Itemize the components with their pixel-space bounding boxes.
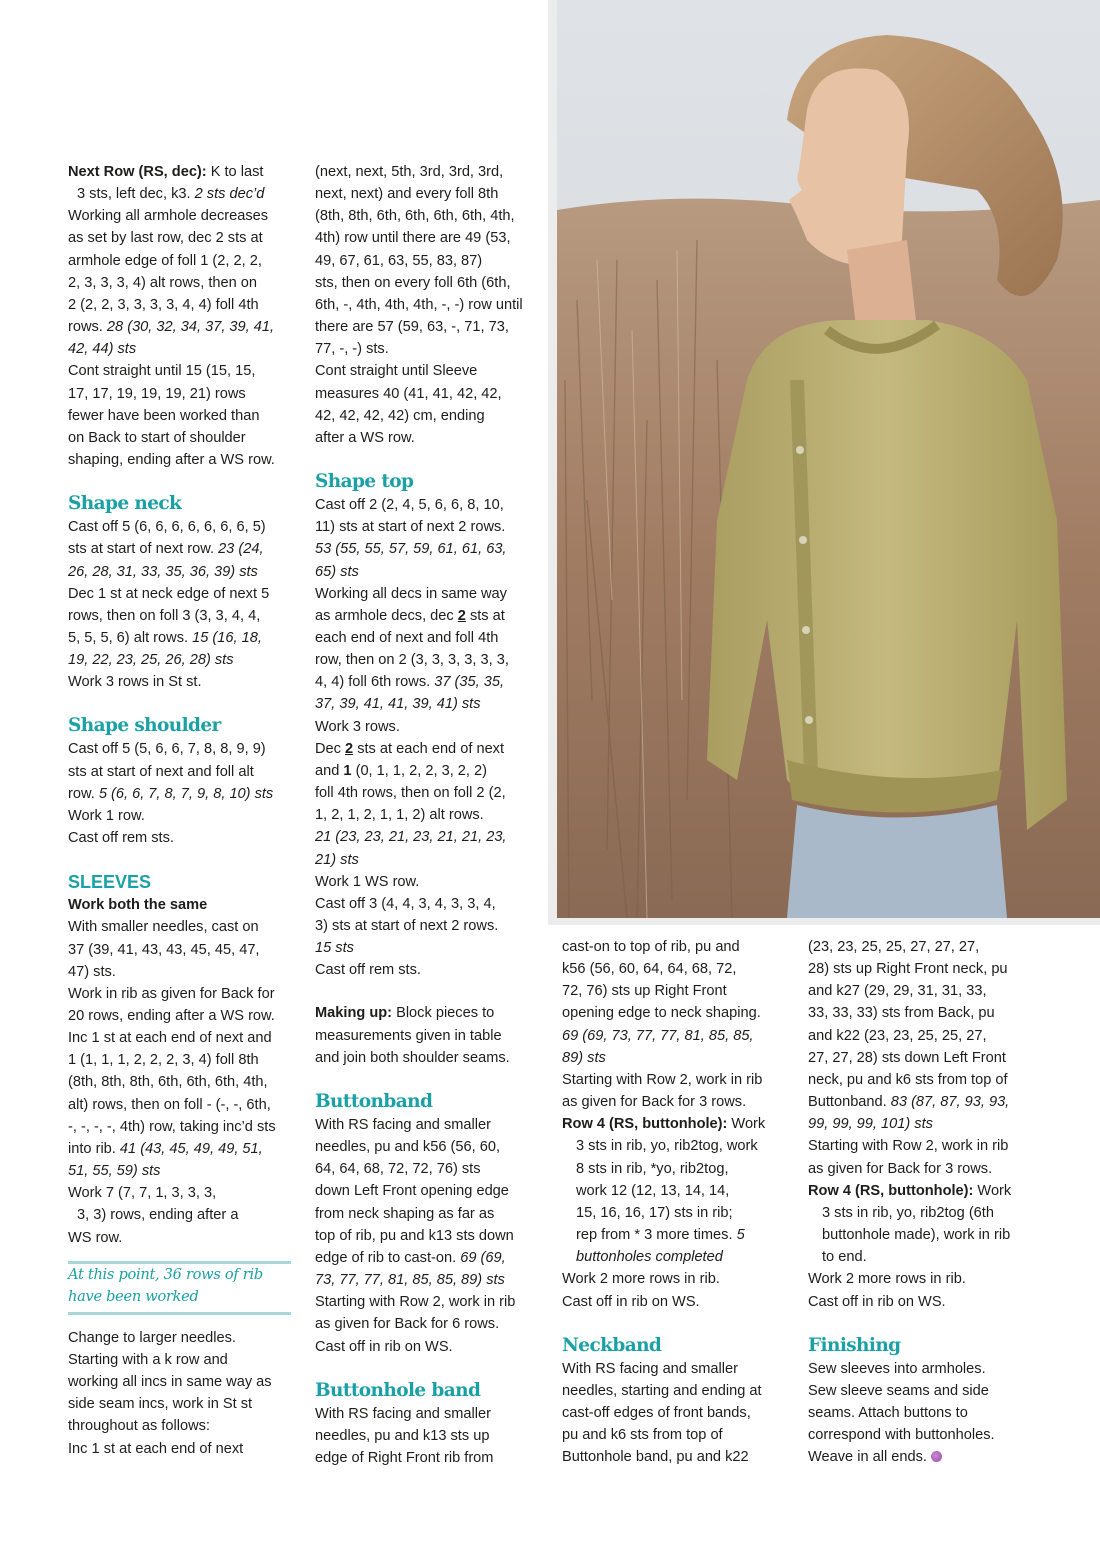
heading-finishing: Finishing — [808, 1334, 901, 1356]
text-line: correspond with buttonholes. — [808, 1427, 995, 1444]
text-line: Work 2 more rows in rib. — [808, 1271, 966, 1288]
text-line: WS row. — [68, 1229, 123, 1246]
heading-buttonhole-band: Buttonhole band — [315, 1379, 481, 1401]
text-line: 37, 39, 41, 41, 39, 41) sts — [315, 696, 481, 713]
text-line: Buttonhole band, pu and k22 — [562, 1449, 749, 1466]
subheading: Work both the same — [68, 897, 208, 914]
heading-shape-neck: Shape neck — [68, 493, 182, 515]
text-line: Work in rib as given for Back for — [68, 985, 275, 1002]
text-line: 15, 16, 16, 17) sts in rib; — [576, 1204, 733, 1221]
model-photo — [557, 0, 1100, 918]
text-line: down Left Front opening edge — [315, 1183, 509, 1200]
text-line: each end of next and foll 4th — [315, 629, 499, 646]
text-line: Starting with Row 2, work in rib — [562, 1071, 763, 1088]
callout-box — [68, 1261, 291, 1315]
text-line: sts, then on every foll 6th (6th, — [315, 274, 511, 291]
heading-shape-top: Shape top — [315, 471, 414, 493]
text-line: sts at start of next row. 23 (24, — [68, 541, 264, 558]
text-line: With smaller needles, cast on — [68, 919, 259, 936]
text-line: fewer have been worked than — [68, 407, 260, 424]
text-line: 69 (69, 73, 77, 77, 81, 85, 85, — [562, 1027, 754, 1044]
text-line: there are 57 (59, 63, -, 71, 73, — [315, 319, 509, 336]
text-line: neck, pu and k6 sts from top of — [808, 1071, 1008, 1088]
text-line: as armhole decs, dec 2 sts at — [315, 607, 505, 624]
text-line: Dec 2 sts at each end of next — [315, 740, 505, 757]
text-line: Row 4 (RS, buttonhole): Work — [562, 1116, 766, 1133]
text-line: as given for Back for 3 rows. — [562, 1094, 747, 1111]
text-line: Cont straight until Sleeve — [315, 363, 478, 380]
text-line: shaping, ending after a WS row. — [68, 452, 275, 469]
text-line: Cast off in rib on WS. — [315, 1338, 453, 1355]
text-line: (23, 23, 25, 25, 27, 27, 27, — [808, 939, 980, 955]
text-line: armhole edge of foll 1 (2, 2, 2, — [68, 252, 262, 269]
text-line: 3 sts in rib, yo, rib2tog (6th — [822, 1204, 994, 1221]
text-line: Cast off 3 (4, 4, 3, 4, 3, 3, 4, — [315, 895, 496, 912]
text-line: Cast off 2 (2, 4, 5, 6, 6, 8, 10, — [315, 497, 504, 514]
text-line: as given for Back for 3 rows. — [808, 1160, 993, 1177]
text-line: 17, 17, 19, 19, 19, 21) rows — [68, 385, 246, 402]
text-line: Work 7 (7, 7, 1, 3, 3, 3, — [68, 1185, 217, 1202]
text-line: Working all armhole decreases — [68, 208, 269, 225]
text-line: (8th, 8th, 6th, 6th, 6th, 6th, 4th, — [315, 208, 515, 225]
text-line: 6th, -, 4th, 4th, 4th, -, -) row until — [315, 296, 523, 313]
text-line: (8th, 8th, 8th, 6th, 6th, 6th, 4th, — [68, 1074, 268, 1091]
text-line: edge of Right Front rib from — [315, 1449, 494, 1466]
text-line: as set by last row, dec 2 sts at — [68, 230, 263, 247]
text-line: 4, 4) foll 6th rows. 37 (35, 35, — [315, 674, 505, 691]
text-line: Making up: Block pieces to — [315, 1005, 495, 1022]
text-line: sts at start of next and foll alt — [68, 763, 254, 780]
text-line: measurements given in table — [315, 1027, 502, 1044]
text-line: and 1 (0, 1, 1, 2, 2, 3, 2, 2) — [315, 762, 488, 779]
text-line: 42, 42, 42, 42) cm, ending — [315, 407, 485, 424]
text-line: on Back to start of shoulder — [68, 429, 246, 446]
text-line: Cast off rem sts. — [315, 962, 421, 979]
text-line: Starting with a k row and — [68, 1351, 228, 1368]
text-line: as given for Back for 6 rows. — [315, 1316, 500, 1333]
text-line: 77, -, -) sts. — [315, 341, 389, 358]
text-line: 28) sts up Right Front neck, pu — [808, 961, 1008, 978]
column-3 — [562, 936, 794, 1468]
text-line: 64, 64, 68, 72, 72, 76) sts — [315, 1161, 481, 1178]
text-line: 2 (2, 2, 3, 3, 3, 3, 4, 4) foll 4th — [68, 296, 259, 313]
callout-line: have been worked — [68, 1287, 199, 1305]
text-line: 1, 2, 1, 2, 1, 1, 2) alt rows. — [315, 807, 484, 824]
heading-sleeves: SLEEVES — [68, 872, 152, 893]
text-line: 89) sts — [562, 1049, 606, 1066]
text-line: Cast off 5 (6, 6, 6, 6, 6, 6, 6, 5) — [68, 519, 266, 536]
text-line: needles, pu and k56 (56, 60, — [315, 1139, 500, 1156]
text-line: With RS facing and smaller — [562, 1360, 739, 1377]
text-line: work 12 (12, 13, 14, 14, — [576, 1182, 730, 1199]
text-line: 27, 27, 28) sts down Left Front — [808, 1049, 1006, 1066]
column-4 — [808, 936, 1048, 1468]
heading-neckband: Neckband — [562, 1334, 662, 1356]
text-line: 37 (39, 41, 43, 43, 45, 45, 47, — [68, 941, 260, 958]
text-line: Sew sleeves into armholes. — [808, 1360, 986, 1377]
text-line: seams. Attach buttons to — [808, 1404, 968, 1421]
text-line: 3 sts in rib, yo, rib2tog, work — [576, 1138, 758, 1155]
text-line: 65) sts — [315, 563, 359, 580]
text-line: and join both shoulder seams. — [315, 1049, 510, 1066]
callout-line: At this point, 36 rows of rib — [68, 1265, 263, 1283]
text-line: needles, pu and k13 sts up — [315, 1427, 490, 1444]
text-line: 21 (23, 23, 21, 23, 21, 21, 23, — [315, 829, 507, 846]
text-line: 8 sts in rib, *yo, rib2tog, — [576, 1160, 729, 1177]
text-line: Row 4 (RS, buttonhole): Work — [808, 1182, 1012, 1199]
text-line: Work 3 rows in St st. — [68, 674, 202, 691]
text-line: and k27 (29, 29, 31, 31, 33, — [808, 983, 987, 1000]
text-line: Cast off rem sts. — [68, 830, 174, 847]
text-line: Cast off in rib on WS. — [562, 1293, 700, 1310]
text-line: 11) sts at start of next 2 rows. — [315, 519, 506, 536]
text-line: Weave in all ends. — [808, 1446, 1048, 1468]
text-line: alt) rows, then on foll - (-, -, 6th, — [68, 1096, 271, 1113]
text-line: Inc 1 st at each end of next — [68, 1440, 244, 1457]
text-line: 5, 5, 5, 6) alt rows. 15 (16, 18, — [68, 629, 262, 646]
text-line: rows. 28 (30, 32, 34, 37, 39, 41, — [68, 319, 275, 336]
text-line: k56 (56, 60, 64, 64, 68, 72, — [562, 961, 737, 978]
text-line: 2, 3, 3, 3, 4) alt rows, then on — [68, 274, 258, 291]
column-1 — [68, 161, 300, 1460]
text-line: 49, 67, 61, 63, 55, 83, 87) — [315, 252, 483, 269]
text-line: 51, 55, 59) sts — [68, 1163, 161, 1180]
text-line: opening edge to neck shaping. — [562, 1005, 761, 1022]
text-line: foll 4th rows, then on foll 2 (2, — [315, 785, 506, 802]
text-line: Starting with Row 2, work in rib — [315, 1294, 516, 1311]
heading-shape-shoulder: Shape shoulder — [68, 715, 221, 737]
text-line: working all incs in same way as — [68, 1374, 272, 1391]
text-line: top of rib, pu and k13 sts down — [315, 1227, 514, 1244]
text-line: Buttonband. 83 (87, 87, 93, 93, — [808, 1094, 1010, 1111]
text-line: 33, 33, 33) sts from Back, pu — [808, 1005, 995, 1022]
text-line: into rib. 41 (43, 45, 49, 49, 51, — [68, 1140, 263, 1157]
text-line: 3) sts at start of next 2 rows. — [315, 918, 499, 934]
column-2 — [315, 161, 547, 1469]
text-line: Sew sleeve seams and side — [808, 1382, 989, 1399]
text-line: rows, then on foll 3 (3, 3, 4, 4, — [68, 607, 261, 624]
text-line: Work 2 more rows in rib. — [562, 1271, 720, 1288]
heading-buttonband: Buttonband — [315, 1090, 433, 1112]
text-line: Dec 1 st at neck edge of next 5 — [68, 585, 270, 602]
text-line: throughout as follows: — [68, 1418, 210, 1435]
text-line: 73, 77, 77, 81, 85, 85, 89) sts — [315, 1272, 505, 1289]
text-line: 99, 99, 99, 101) sts — [808, 1116, 933, 1133]
text-line: Starting with Row 2, work in rib — [808, 1138, 1009, 1155]
text-line: 4th) row until there are 49 (53, — [315, 230, 511, 247]
text-line: measures 40 (41, 41, 42, 42, — [315, 385, 502, 402]
text-line: after a WS row. — [315, 429, 415, 446]
text-line: Inc 1 st at each end of next and — [68, 1030, 272, 1047]
text-line: buttonhole made), work in rib — [822, 1227, 1011, 1244]
text-line: 3 sts, left dec, k3. 2 sts dec’d — [77, 186, 265, 203]
yarn-ball-icon — [931, 1451, 942, 1462]
text-line: Next Row (RS, dec): K to last — [68, 164, 264, 180]
text-line: Work 3 rows. — [315, 718, 400, 735]
text-line: 15 sts — [315, 940, 354, 957]
text-line: cast-off edges of front bands, — [562, 1404, 751, 1421]
text-line: 1 (1, 1, 1, 2, 2, 2, 3, 4) foll 8th — [68, 1052, 259, 1069]
text-line: row. 5 (6, 6, 7, 8, 7, 9, 8, 10) sts — [68, 785, 274, 802]
text-line: to end. — [822, 1249, 867, 1266]
text-line: pu and k6 sts from top of — [562, 1427, 723, 1444]
text-line: side seam incs, work in St st — [68, 1396, 253, 1413]
text-line: 19, 22, 23, 25, 26, 28) sts — [68, 652, 234, 669]
text-line: 21) sts — [315, 851, 359, 868]
woman-cardigan-field-photo — [557, 0, 1100, 918]
text-line: With RS facing and smaller — [315, 1116, 492, 1133]
text-line: buttonholes completed — [576, 1249, 723, 1266]
text-line: Change to larger needles. — [68, 1329, 236, 1346]
text-line: and k22 (23, 23, 25, 25, 27, — [808, 1027, 987, 1044]
text-line: 47) sts. — [68, 963, 116, 980]
text-line: Cont straight until 15 (15, 15, — [68, 363, 256, 380]
text-line: With RS facing and smaller — [315, 1405, 492, 1422]
text-line: from neck shaping as far as — [315, 1205, 495, 1222]
text-line: cast-on to top of rib, pu and — [562, 939, 740, 955]
text-line: edge of rib to cast-on. 69 (69, — [315, 1249, 506, 1266]
text-line: 3, 3) rows, ending after a — [77, 1207, 239, 1224]
text-line: next, next) and every foll 8th — [315, 186, 499, 203]
text-line: 72, 76) sts up Right Front — [562, 983, 727, 1000]
text-line: Work 1 row. — [68, 807, 145, 824]
text-line: 20 rows, ending after a WS row. — [68, 1008, 275, 1024]
text-line: (next, next, 5th, 3rd, 3rd, 3rd, — [315, 164, 504, 180]
text-line: Work 1 WS row. — [315, 873, 420, 890]
text-line: Working all decs in same way — [315, 585, 507, 602]
text-line: 26, 28, 31, 33, 35, 36, 39) sts — [68, 563, 258, 580]
text-line: rep from * 3 more times. 5 — [576, 1227, 745, 1244]
text-line: needles, starting and ending at — [562, 1382, 762, 1399]
text-line: Cast off in rib on WS. — [808, 1293, 946, 1310]
text-line: 53 (55, 55, 57, 59, 61, 61, 63, — [315, 541, 507, 558]
text-line: row, then on 2 (3, 3, 3, 3, 3, 3, — [315, 652, 509, 669]
text-line: 42, 44) sts — [68, 341, 137, 358]
text-line: Cast off 5 (5, 6, 6, 7, 8, 8, 9, 9) — [68, 741, 266, 758]
text-line: -, -, -, -, 4th) row, taking inc’d sts — [68, 1118, 276, 1135]
